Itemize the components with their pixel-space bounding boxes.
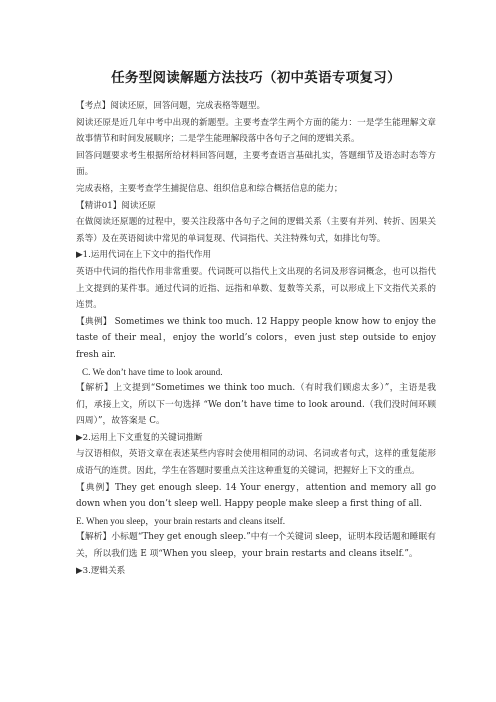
- section-heading-jingjiang-01: 【精讲01】阅读还原: [76, 200, 156, 211]
- example-1-answer-option: C. We don’t have time to look around.: [82, 366, 223, 377]
- subheading-pronoun-reference: ▶1.运用代词在上下文中的指代作用: [76, 250, 212, 261]
- paragraph-pronoun-explanation: 英语中代词的指代作用非常重要。代词既可以指代上文出现的名词及形容词概念，也可以指代上文提到的某件事。通过代词的近指、远指和单数、复数等关系，可以形成上下文指代关系的连贯。: [76, 266, 436, 311]
- subheading-logic-relations: ▶3.逻辑关系: [76, 565, 126, 576]
- paragraph-yuedu-huanyuan-intro: 阅读还原是近几年中考中出现的新题型。主要考查学生两个方面的能力：一是学生能理解文章故事情节和时间发展顺序；二是学生能理解段落中各句子之间的逻辑关系。: [76, 117, 436, 145]
- example-2-text: 【典例】They get enough sleep. 14 Your energy，attention and memory all go down when you don’t sleep well. Happy people make sleep a first thing of all.: [76, 482, 436, 510]
- paragraph-kaodian: 【考点】阅读还原，回答问题，完成表格等题型。: [76, 101, 266, 111]
- document-title: 任务型阅读解题方法技巧（初中英语专项复习）: [111, 70, 401, 86]
- analysis-1-text: 【解析】上文提到“Sometimes we think too much.（有时我们顾虑太多）”，主语是我们，承接上文，所以下一句选择 “We don’t have time to look around.（我们没时间环顾四周）”，故答案是 C。: [76, 383, 436, 427]
- example-1-text: 【典例】 Sometimes we think too much. 12 Happy people know how to enjoy the taste of their meal，enjoy the world’s colors，even just step outside to enjoy fresh air.: [76, 316, 436, 360]
- paragraph-huida-wenti: 回答问题要求考生根据所给材料回答问题，主要考查语言基础扎实，答题细节及语态时态等方面。: [76, 150, 436, 178]
- paragraph-keyword-explanation: 与汉语相似，英语文章在表述某些内容时会使用相同的动词、名词或者句式，这样的重复能形成语气的连贯。因此，学生在答题时要重点关注这种重复的关键词，把握好上下文的重点。: [76, 449, 436, 477]
- analysis-2-text: 【解析】小标题“They get enough sleep.”中有一个关键词 sleep，证明本段话题和睡眠有关，所以我们选 E 项“When you sleep，your brain restarts and cleans itself.”。: [76, 532, 436, 560]
- paragraph-wancheng-biaoge: 完成表格，主要考查学生捕捉信息、组织信息和综合概括信息的能力；: [76, 183, 343, 194]
- subheading-repeated-keywords: ▶2.运用上下文重复的关键词推断: [76, 432, 203, 443]
- example-2-answer-option: E. When you sleep，your brain restarts and cleans itself.: [76, 515, 286, 526]
- paragraph-method-overview: 在做阅读还原题的过程中，要关注段落中各句子之间的逻辑关系（主要有并列、转折、因果关系等）及在英语阅读中常见的单词复现、代词指代、关注特殊句式，如排比句等。: [76, 217, 436, 244]
